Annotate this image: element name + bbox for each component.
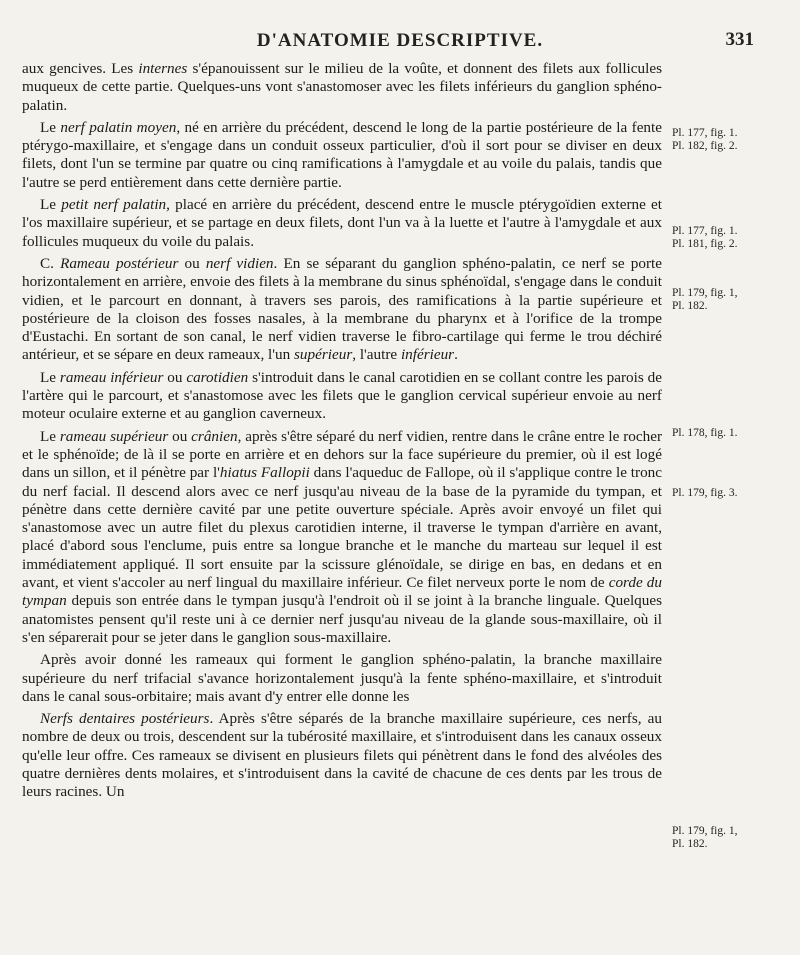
margin-line: Pl. 182, fig. 2. [672,140,738,152]
margin-plate-reference [672,225,794,251]
italic-term: Nerfs dentaires postérieurs [40,710,210,728]
page-number: 331 [725,29,754,50]
text-run: s'introduit dans le canal carotidien en se collant contre les parois de l'artère qui le parcourt, et s'anastomose avec les filets que le ganglion cervical supérieur envoie au nerf moteur oculaire externe et au ganglion caverneux. [22,368,662,423]
margin-plate-reference [672,287,794,313]
text-run: , l'autre [352,346,401,364]
paragraph [22,119,662,192]
italic-term: carotidien [186,368,249,386]
margin-line: Pl. 182. [672,838,708,850]
italic-term: supérieur [294,346,353,364]
margin-line: Pl. 177, fig. 1. [672,127,738,139]
text-run: depuis son entrée dans le tympan jusqu'à l'endroit où il se joint à la branche linguale. Quelques anatomistes pensent qu'il reste uni à ce dernier nerf jusqu'au niveau de la glande sous-maxillaire, où il s'en séparerait pour se jeter dans le ganglion sous-maxillaire. [22,592,662,646]
italic-term: rameau inférieur [59,368,164,386]
text-run: ou [168,427,192,445]
text-run: Après avoir donné les rameaux qui forment le ganglion sphéno-palatin, la branche maxillaire supérieure du nerf trifacial s'avance horizontalement jusqu'à la fente sphéno-maxillaire, et s'introduit dans le canal sous-orbitaire; mais avant d'y entrer elle donne les [22,651,662,705]
margin-line: Pl. 177, fig. 1. [672,225,738,237]
margin-line: Pl. 181, fig. 2. [672,238,738,250]
text-run: . En se séparant du ganglion sphéno-palatin, ce nerf se porte horizontalement en arrière, envoie des filets à la membrane du sinus sphénoïdal, s'engage dans le conduit vidien, et le parcourt en donnant, à travers ses parois, des ramifications à la partie supérieure et postérieure de la cloison des fosses nasales, à la membrane du pharynx et à l'orifice de la trompe d'Eustachi. En sortant de son canal, le nerf vidien traverse le fibro-cartilage qui ferme le trou déchiré antérieur, et se sépare en deux rameaux, l'un [22,254,663,364]
italic-term: petit nerf palatin [61,196,167,214]
paragraph [22,651,662,706]
margin-plate-reference [672,427,794,440]
text-run: dans l'aqueduc de Fallope, où il s'applique contre le tronc du nerf facial. Il descend alors avec ce nerf jusqu'au niveau de la base de la pyramide du tympan, et pénètre dans cette dernière cavité par une petite ouverture spéciale. Après avoir envoyé un filet qui s'anastomose avec un autre filet du plexus carotidien interne, il traverse le tympan d'arrière en avant, placé d'abord sous l'enclume, puis entre sa longue branche et le manche du marteau sur lequel il est immédiatement appliqué. Il sort ensuite par la scissure glénoïdale, se dirige en bas, en dedans et en avant, et vient s'accoler au nerf lingual du maxillaire inférieur. Ce filet nerveux porte le nom de [22,464,663,592]
margin-plate-reference [672,487,794,500]
text-run: Le [40,368,60,386]
text-run: . Après s'être séparés de la branche maxillaire supérieure, ces nerfs, au nombre de deux ou trois, descendent sur la tubérosité maxillaire, et s'introduisent dans les canaux osseux qu'elle leur offre. Ces rameaux se divisent en plusieurs filets qui pénètrent dans le fond des alvéoles des quatre dernières dents molaires, et s'introduisent dans la cavité de chacune de ces dents par les trous de leurs racines. Un [22,710,662,801]
text-run: . [454,346,458,364]
paragraph [22,428,662,648]
text-run: Le [40,427,60,445]
paragraph [22,60,662,115]
italic-term: nerf vidien [205,254,274,272]
italic-term: inférieur [400,346,455,364]
italic-term: nerf palatin moyen [60,118,177,136]
text-run: Le [40,196,62,214]
text-run: C. [40,254,61,272]
italic-term: internes [138,60,188,77]
paragraph [22,196,662,251]
italic-term: Rameau postérieur [60,254,179,272]
running-title: D'ANATOMIE DESCRIPTIVE. [256,30,544,51]
margin-plate-reference [672,825,794,851]
margin-line: Pl. 178, fig. 1. [672,427,738,439]
margin-plate-reference [672,127,794,153]
italic-term: rameau supérieur [59,427,169,445]
paragraph [22,255,662,365]
italic-term: crânien [191,427,238,445]
text-run: ou [163,368,187,386]
page-header [0,30,800,56]
text-run: Le [40,118,61,136]
paragraph [22,710,662,801]
italic-term: hiatus Fallopii [219,464,310,482]
text-run: ou [178,254,206,272]
paragraph [22,369,662,424]
text-run: , né en arrière du précédent, descend le long de la partie postérieure de la fente ptérygo-maxillaire, et s'engage dans un conduit osseux particulier, d'où il sort pour se diviser en deux filets, dont l'un se termine par quatre ou cinq ramifications à l'amygdale et au voile du palais, tandis que l'autre se perd entièrement dans cette dernière partie. [22,118,662,191]
body-text [22,60,662,806]
margin-line: Pl. 179, fig. 1, [672,287,738,299]
text-run: , après s'être séparé du nerf vidien, rentre dans le crâne entre le rocher et le sphénoïde; de là il se porte en arrière et en dehors sur la face supérieure du premier, où il est logé dans un sillon, et il pénètre par l' [22,427,662,482]
text-run: aux gencives. Les [22,60,139,77]
text-run: , placé en arrière du précédent, descend entre le muscle ptérygoïdien externe et l'os maxillaire supérieur, et se partage en deux filets, dont l'un va à la luette et l'autre à l'amygdale et aux follicules muqueux du voile du palais. [22,196,662,250]
italic-term: corde du tympan [22,574,662,610]
margin-line: Pl. 182. [672,300,708,312]
margin-line: Pl. 179, fig. 1, [672,825,738,837]
margin-line: Pl. 179, fig. 3. [672,487,738,499]
text-run: s'épanouissent sur le milieu de la voûte, et donnent des filets aux follicules muqueux de cette partie. Quelques-uns vont s'anastomoser avec les filets inférieurs du ganglion sphéno-palatin. [22,60,662,114]
